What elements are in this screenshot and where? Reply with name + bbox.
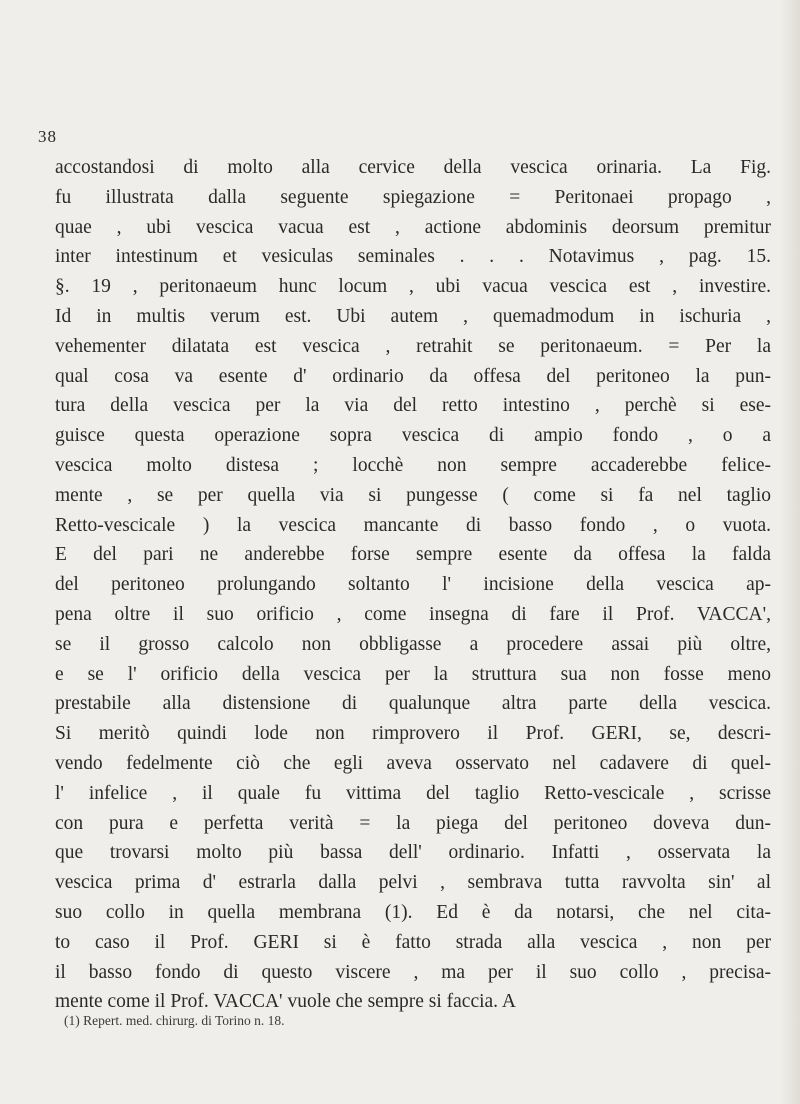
body-text [55, 153, 771, 1017]
text-line: accostandosi di molto alla cervice della vescica orinaria. La Fig. [55, 157, 771, 178]
text-line: inter intestinum et vesiculas seminales . . . Notavimus , pag. 15. [55, 246, 771, 268]
text-line: vescica molto distesa ; locchè non sempre accaderebbe felice- [55, 454, 771, 476]
text-line: con pura e perfetta verità = la piega del peritoneo doveva dun- [55, 812, 771, 834]
text-line: Retto-vescicale ) la vescica mancante di basso fondo , o vuota. [55, 514, 771, 536]
text-line: quae , ubi vescica vacua est , actione abdominis deorsum premitur [55, 216, 771, 238]
text-line: Si meritò quindi lode non rimprovero il Prof. GERI, se, descri- [55, 723, 771, 745]
footnote: (1) Repert. med. chirurg. di Torino n. 18. [64, 1013, 285, 1028]
text-line: e se l' orificio della vescica per la struttura sua non fosse meno [55, 663, 771, 685]
text-line: vehementer dilatata est vescica , retrahit se peritonaeum. = Per la [55, 335, 771, 357]
text-line: to caso il Prof. GERI si è fatto strada alla vescica , non per [55, 931, 771, 953]
text-line: Id in multis verum est. Ubi autem , quemadmodum in ischuria , [55, 305, 771, 327]
text-line: prestabile alla distensione di qualunque altra parte della vescica. [55, 693, 771, 715]
text-line: del peritoneo prolungando soltanto l' incisione della vescica ap- [55, 574, 771, 596]
page-edge-shadow [780, 0, 800, 1104]
text-line: tura della vescica per la via del retto intestino , perchè si ese- [55, 395, 771, 417]
text-line: §. 19 , peritonaeum hunc locum , ubi vacua vescica est , investire. [55, 276, 771, 298]
text-line: suo collo in quella membrana (1). Ed è da notarsi, che nel cita- [55, 901, 771, 923]
text-line: se il grosso calcolo non obbligasse a procedere assai più oltre, [55, 633, 771, 655]
text-line: que trovarsi molto più bassa dell' ordinario. Infatti , osservata la [55, 842, 771, 864]
text-line: mente come il Prof. VACCA' vuole che sempre si faccia. A [55, 991, 516, 1013]
text-line: vescica prima d' estrarla dalla pelvi , sembrava tutta ravvolta sin' al [55, 872, 771, 894]
text-line: qual cosa va esente d' ordinario da offesa del peritoneo la pun- [55, 365, 771, 387]
text-line: vendo fedelmente ciò che egli aveva osservato nel cadavere di quel- [55, 752, 771, 774]
page-number: 38 [38, 127, 57, 146]
text-line: l' infelice , il quale fu vittima del taglio Retto-vescicale , scrisse [55, 782, 771, 804]
text-line: guisce questa operazione sopra vescica di ampio fondo , o a [55, 425, 771, 447]
text-line: fu illustrata dalla seguente spiegazione = Peritonaei propago , [55, 186, 771, 208]
text-line: il basso fondo di questo viscere , ma per il suo collo , precisa- [55, 961, 771, 983]
text-line: pena oltre il suo orificio , come insegna di fare il Prof. VACCA', [55, 603, 771, 625]
text-line: mente , se per quella via si pungesse ( come si fa nel taglio [55, 484, 771, 506]
text-line: E del pari ne anderebbe forse sempre esente da offesa la falda [55, 544, 771, 566]
